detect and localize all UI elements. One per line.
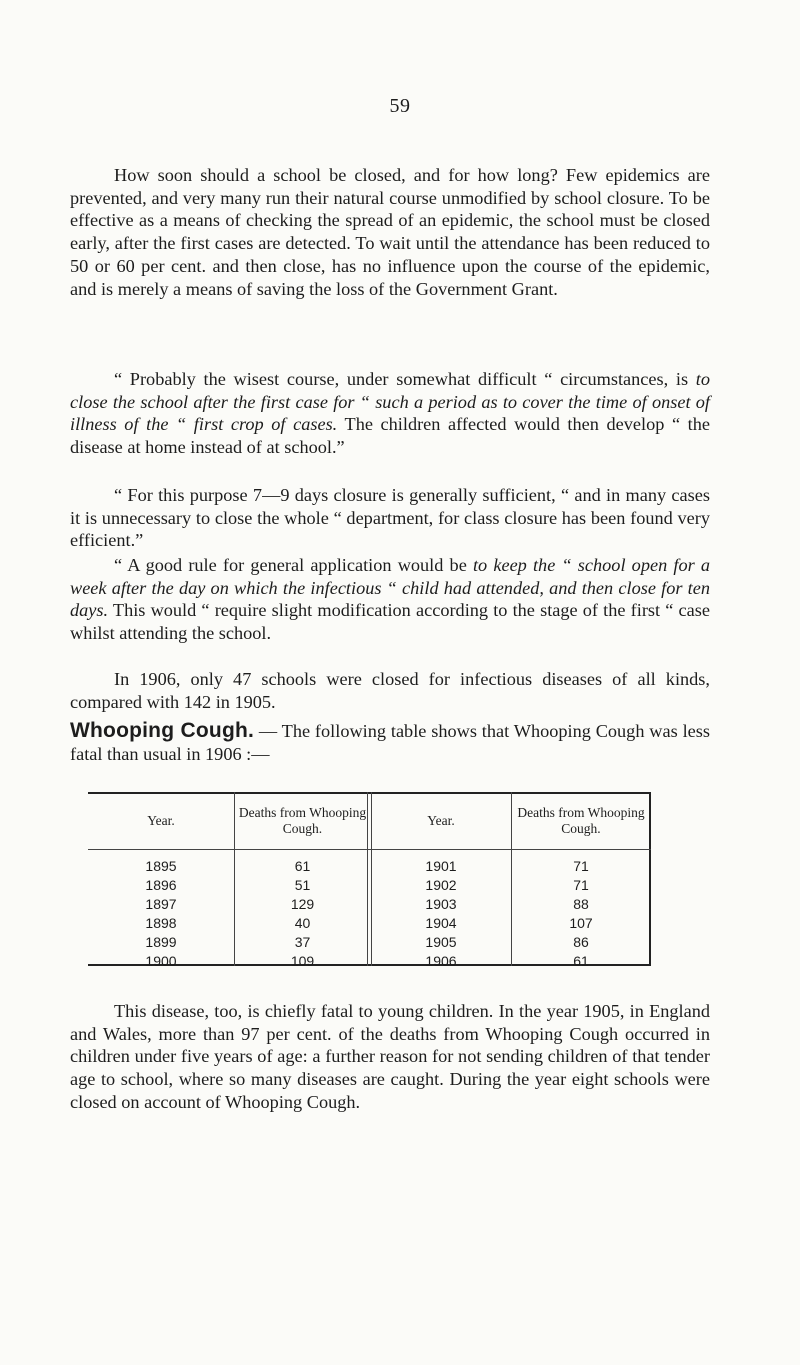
cell-deaths: 88 [573,895,589,912]
cell-deaths: 51 [294,876,311,893]
paragraph-schools-closed-1906: In 1906, only 47 schools were closed for infectious diseases of all kinds, compared with 142 in 1905. [70,669,710,712]
paragraph-school-closure: How soon should a school be closed, and for how long? Few epidemics are prevented, and very many run their natural course unmodified by school closure. To be effective as a means of checking the spread of an epidemic, the school must be closed early, after the first cases are detected. To wait until the attendance has been reduced to 50 or 60 per cent. and then close, has no influence upon the course of the epidemic, and is merely a means of saving the loss of the Government Grant. [70,165,710,299]
cell-year: 1896 [145,876,177,893]
cell-deaths: 71 [573,876,589,893]
cell-year: 1895 [145,857,177,874]
cell-deaths: 61 [573,953,589,970]
cell-year: 1904 [425,914,457,931]
quote-closure-duration: “ For this purpose 7—9 days closure is generally sufficient, “ and in many cases it is unnecessary to close the whole “ department, for class closure has been found very efficient.” [70,485,710,551]
header-deaths: Deaths from Whooping Cough. [238,805,367,836]
section-heading: Whooping Cough. [70,719,255,742]
cell-deaths: 109 [290,953,315,970]
deaths-data-table [88,792,651,971]
cell-year: 1901 [425,857,457,874]
table-row [88,933,651,952]
quote-emphasis: to close the school after the first case for “ such a period as to cover the time of onset of illness of the “ first crop of cases. [70,369,710,435]
cell-deaths: 129 [290,895,315,912]
quote-wisest-course [70,368,710,459]
table-row [88,952,651,971]
cell-year: 1902 [425,876,457,893]
paragraph-fatal-to-children: This disease, too, is chiefly fatal to young children. In the year 1905, in England and Wales, more than 97 per cent. of the deaths from Whooping Cough occurred in children under five years of age: a further reason for not sending children of that tender age to school, where so many diseases are caught. During the year eight schools were closed on account of Whooping Cough. [70,1001,710,1112]
cell-year: 1903 [425,895,457,912]
cell-deaths: 107 [569,914,593,931]
cell-year: 1898 [145,914,177,931]
section-intro-text: — The following table shows that Whooping Cough was less fatal than usual in 1906 :— [70,721,710,764]
cell-deaths: 40 [294,914,311,931]
table-row [88,913,651,932]
quote-good-rule [70,554,710,645]
cell-year: 1905 [425,934,457,951]
section-whooping-cough-intro [70,720,710,765]
quote-text: “ A good rule for general application would be [114,555,473,575]
cell-deaths: 71 [573,857,589,874]
table-row [88,894,651,913]
page-number: 59 [389,95,411,117]
cell-year: 1897 [145,895,177,912]
cell-deaths: 37 [294,934,311,951]
table-row [88,850,651,875]
deaths-table [88,792,651,970]
quote-text: This would “ require slight modification according to the stage of the first “ case whilst attending the school. [70,600,710,644]
header-year: Year. [147,813,175,828]
table-row [88,875,651,894]
cell-year: 1900 [145,953,177,970]
quote-emphasis: to keep the “ school open for a week after the day on which the infectious “ child had attended, and then close for ten days. [70,555,710,621]
quote-text: The children affected would then develop “ the disease at home instead of at school.” [70,414,710,458]
cell-year: 1906 [425,953,457,970]
cell-deaths: 86 [573,934,589,951]
header-deaths: Deaths from Whooping Cough. [517,805,645,836]
cell-year: 1899 [145,934,177,951]
header-year: Year. [427,813,455,828]
cell-deaths: 61 [294,857,311,874]
table-header-row [88,792,651,850]
quote-text: “ Probably the wisest course, under somewhat difficult “ circumstances, is [114,369,696,389]
